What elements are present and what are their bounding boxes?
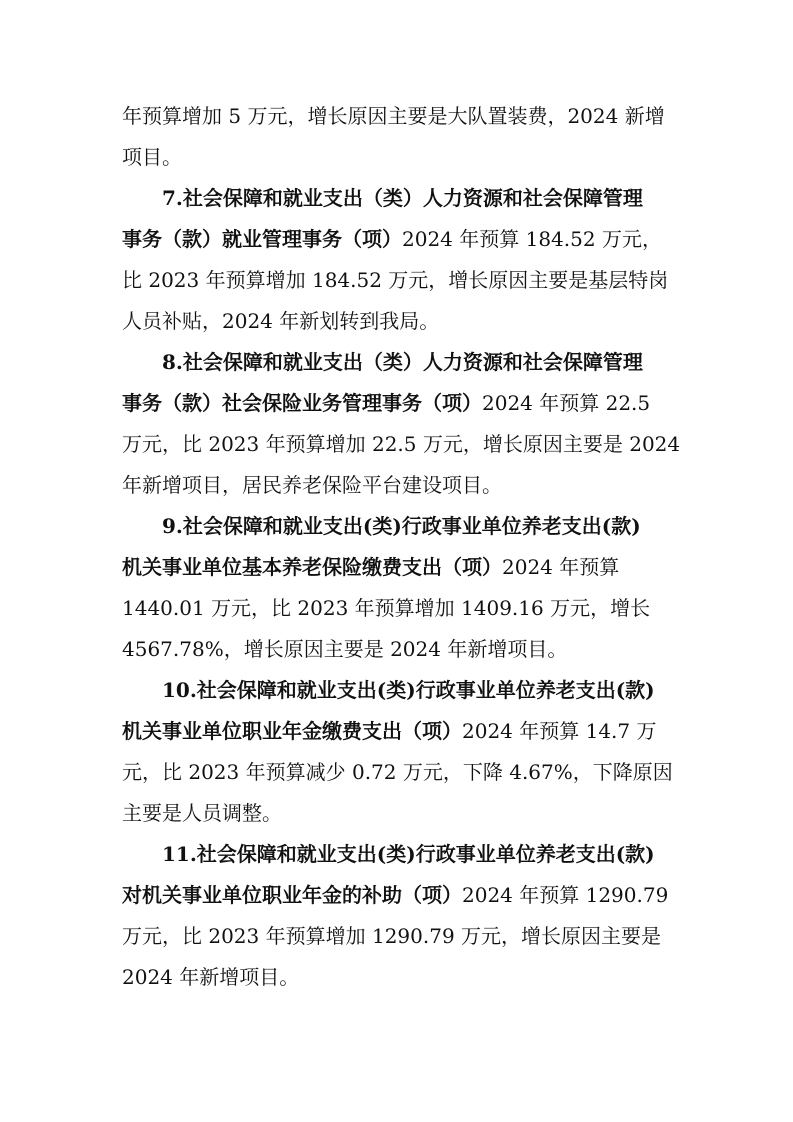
paragraph-continuation bbox=[122, 96, 674, 178]
heading-text: 机关事业单位职业年金缴费支出（项） bbox=[122, 719, 462, 743]
text-line: 年新增项目，居民养老保险平台建设项目。 bbox=[122, 473, 502, 497]
document-body bbox=[122, 96, 681, 998]
text-line: 项目。 bbox=[122, 145, 182, 169]
heading-text: 9.社会保障和就业支出(类)行政事业单位养老支出(款) bbox=[162, 514, 641, 538]
text-line: 主要是人员调整。 bbox=[122, 801, 282, 825]
text-line: 对机关事业单位职业年金的补助（项）2024 年预算 1290.79 bbox=[122, 883, 669, 907]
paragraph-item-8 bbox=[122, 342, 681, 506]
text-line: 万元，比 2023 年预算增加 1290.79 万元，增长原因主要是 bbox=[122, 924, 662, 948]
text-line bbox=[162, 178, 674, 219]
text-line: 机关事业单位基本养老保险缴费支出（项）2024 年预算 bbox=[122, 555, 620, 579]
heading-text: 对机关事业单位职业年金的补助（项） bbox=[122, 883, 462, 907]
text-line: 机关事业单位职业年金缴费支出（项）2024 年预算 14.7 万 bbox=[122, 719, 657, 743]
heading-text: 事务（款）社会保险业务管理事务（项） bbox=[122, 391, 482, 415]
text-line bbox=[162, 670, 674, 711]
text-line bbox=[162, 342, 674, 383]
heading-text: 10.社会保障和就业支出(类)行政事业单位养老支出(款) bbox=[162, 678, 655, 702]
heading-text: 事务（款）就业管理事务（项） bbox=[122, 227, 402, 251]
text-line: 2024 年新增项目。 bbox=[122, 965, 300, 989]
text-line: 事务（款）就业管理事务（项）2024 年预算 184.52 万元， bbox=[122, 227, 662, 251]
paragraph-item-7 bbox=[122, 178, 674, 342]
text-line bbox=[162, 506, 674, 547]
paragraph-item-11 bbox=[122, 834, 674, 998]
text-line: 4567.78%，增长原因主要是 2024 年新增项目。 bbox=[122, 637, 568, 661]
heading-text: 机关事业单位基本养老保险缴费支出（项） bbox=[122, 555, 502, 579]
text-line: 年预算增加 5 万元，增长原因主要是大队置装费，2024 新增 bbox=[122, 104, 665, 128]
text-line: 1440.01 万元，比 2023 年预算增加 1409.16 万元，增长 bbox=[122, 596, 651, 620]
text-line: 事务（款）社会保险业务管理事务（项）2024 年预算 22.5 bbox=[122, 391, 651, 415]
heading-text: 8.社会保障和就业支出（类）人力资源和社会保障管理 bbox=[162, 350, 643, 374]
heading-text: 11.社会保障和就业支出(类)行政事业单位养老支出(款) bbox=[162, 842, 655, 866]
text-line: 比 2023 年预算增加 184.52 万元，增长原因主要是基层特岗 bbox=[122, 268, 669, 292]
paragraph-item-9 bbox=[122, 506, 674, 670]
text-line: 人员补贴，2024 年新划转到我局。 bbox=[122, 309, 440, 333]
text-line: 元，比 2023 年预算减少 0.72 万元，下降 4.67%，下降原因 bbox=[122, 760, 673, 784]
text-line bbox=[162, 834, 674, 875]
text-line: 万元，比 2023 年预算增加 22.5 万元，增长原因主要是 2024 bbox=[122, 432, 681, 456]
paragraph-item-10 bbox=[122, 670, 674, 834]
heading-text: 7.社会保障和就业支出（类）人力资源和社会保障管理 bbox=[162, 186, 643, 210]
